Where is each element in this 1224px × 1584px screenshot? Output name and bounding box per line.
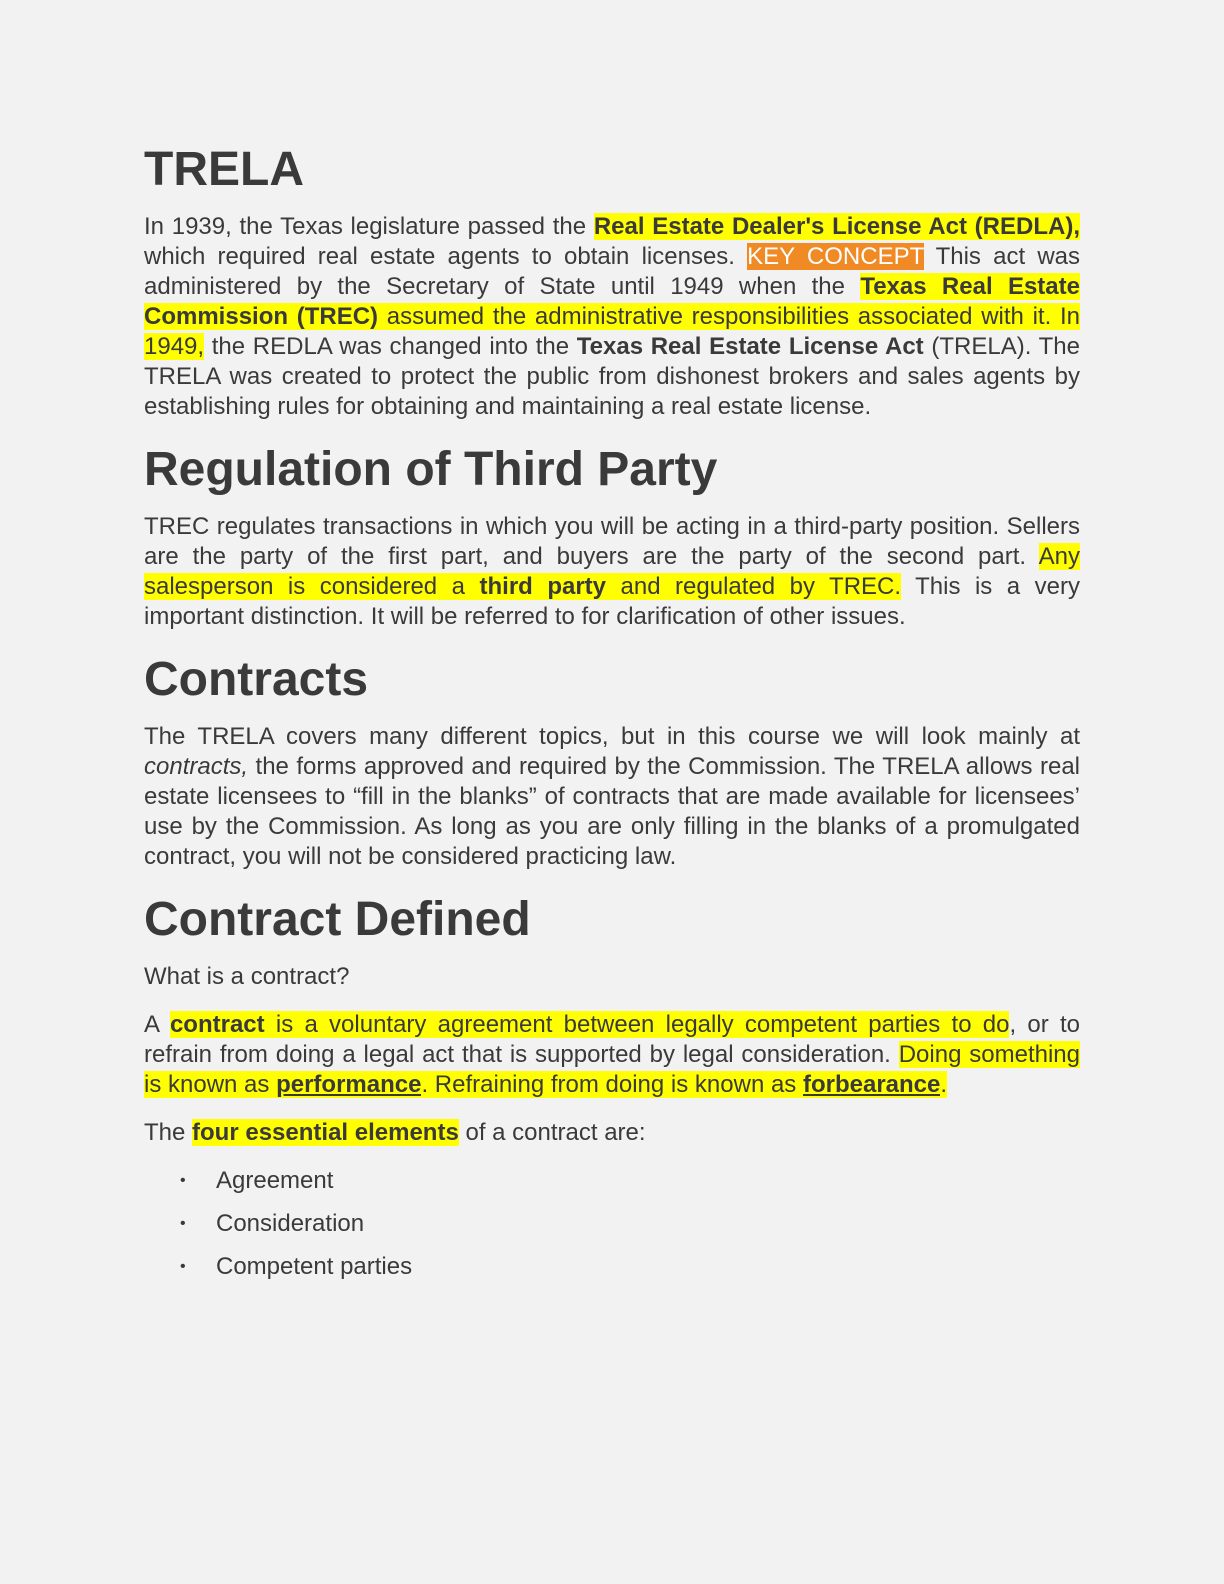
highlight-bold-trec: Texas Real Estate Commission (TREC) xyxy=(144,273,1080,330)
text-run: This is a very important distinction. It will be referred to for clarification of other issues. xyxy=(144,573,1080,630)
highlight-bold-four-elements: four essential elements xyxy=(192,1119,459,1146)
text-run: . xyxy=(421,1071,435,1098)
text-run: of a contract are: xyxy=(458,1119,646,1146)
list-item-label: Competent parties xyxy=(216,1253,413,1280)
elements-intro xyxy=(144,1118,1080,1148)
italic-contracts: contracts, xyxy=(144,753,249,780)
section-heading-trela: TRELA xyxy=(144,143,304,196)
highlight-bold-performance: performance xyxy=(276,1071,422,1098)
trela-paragraph xyxy=(144,212,1080,422)
list-item xyxy=(144,1209,1080,1239)
list-item-label: Consideration xyxy=(216,1210,365,1237)
text-run: , or to refrain from doing a legal act that is supported by legal consideration. xyxy=(144,1011,1080,1068)
highlight-bold-forbearance: forbearance xyxy=(802,1071,941,1098)
bullet-icon: • xyxy=(180,1172,186,1189)
bullet-icon: • xyxy=(180,1215,186,1232)
highlight-text: Doing something is known as xyxy=(144,1041,1080,1098)
text-run: A xyxy=(144,1011,170,1038)
section-heading-contract-defined: Contract Defined xyxy=(144,893,531,946)
text-run: (TRELA). The TRELA was created to protect the public from dishonest brokers and sales agents by establishing rules for obtaining and maintaining a real estate license. xyxy=(144,333,1080,420)
text-run: the forms approved and required by the Commission. The TRELA allows real estate licensees to “fill in the blanks” of contracts that are made available for licensees’ use by the Commission. As long as you are only filling in the blanks of a promulgated contract, you will not be considered practicing law. xyxy=(144,753,1080,870)
highlight-text: is a voluntary agreement between legally competent parties to do xyxy=(264,1011,1010,1038)
bold-trela-name: Texas Real Estate License Act xyxy=(576,333,924,360)
highlight-bold-third-party: third party xyxy=(479,573,607,600)
highlight-bold-redla: Real Estate Dealer's License Act (REDLA), xyxy=(593,213,1080,240)
contract-question xyxy=(144,962,1080,992)
section-heading-contracts: Contracts xyxy=(144,653,369,706)
third-party-paragraph xyxy=(144,512,1080,632)
text-run: In 1939, the Texas legislature passed the xyxy=(144,213,594,240)
section-heading-third-party: Regulation of Third Party xyxy=(144,443,718,496)
text-run: This act was administered by the Secretary of State until 1949 when the xyxy=(144,243,1081,300)
list-item-label: Agreement xyxy=(216,1167,334,1194)
list-item xyxy=(144,1252,1080,1282)
text-run: which required real estate agents to obtain licenses. xyxy=(144,243,748,270)
text-run: TREC regulates transactions in which you will be acting in a third-party position. Sellers are the party of the first part, and buyers are the party of the second part. xyxy=(144,513,1080,570)
text-run: The TRELA covers many different topics, but in this course we will look mainly at xyxy=(144,723,1080,750)
highlight-text: Any salesperson is considered a xyxy=(144,543,1080,600)
text-run: What is a contract? xyxy=(144,963,350,990)
highlight-text: Refraining from doing is known as xyxy=(434,1071,803,1098)
contract-definition-paragraph xyxy=(144,1010,1080,1100)
highlight-bold-contract: contract xyxy=(169,1011,265,1038)
contracts-paragraph xyxy=(144,722,1080,872)
text-run: the REDLA was changed into the xyxy=(204,333,577,360)
text-run: The xyxy=(144,1119,193,1146)
highlight-text: and regulated by TREC. xyxy=(606,573,902,600)
text-run: . xyxy=(940,1071,948,1098)
highlight-text: assumed the administrative responsibilities associated with it. In 1949, xyxy=(144,303,1080,360)
key-concept-badge: KEY CONCEPT xyxy=(747,243,924,270)
document-content xyxy=(144,140,1080,1295)
list-item xyxy=(144,1166,1080,1196)
elements-list xyxy=(144,1166,1080,1282)
bullet-icon: • xyxy=(180,1258,186,1275)
